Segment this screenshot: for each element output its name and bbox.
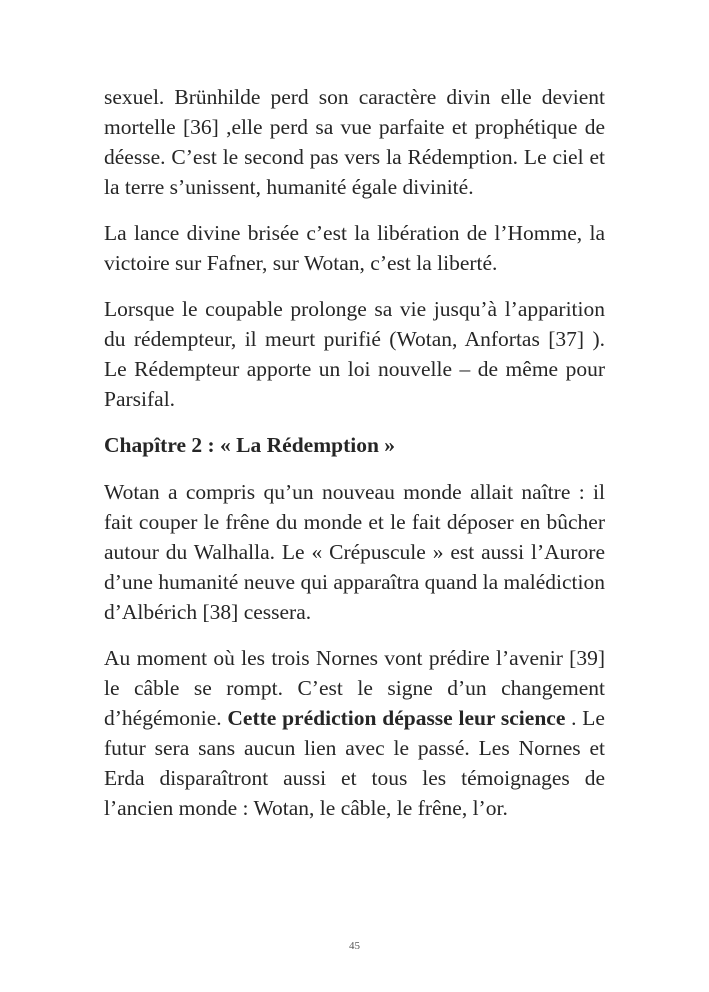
paragraph-nornes-bold: Cette prédiction dépasse leur science bbox=[227, 706, 566, 730]
paragraph-nornes-end: . Le futur sera sans aucun lien avec le passé. Les Nornes et Erda disparaîtront aussi et tous les témoignages de l’ancien monde : Wotan, le câble, le frêne, l’or. bbox=[104, 706, 605, 820]
paragraph-wotan: Wotan a compris qu’un nouveau monde allait naître : il fait couper le frêne du monde et le fait déposer en bûcher autour du Walhalla. Le « Crépuscule » est aussi l’Aurore d’une humanité neuve qui apparaîtra quand la malédiction d’Albérich [38] cessera. bbox=[104, 480, 605, 624]
paragraph-nornes-start: Au moment où les trois Nornes vont prédire l’avenir [39] le câble se rompt. C’est le signe d’un changement d’hégémonie. bbox=[104, 646, 605, 730]
page-number: 45 bbox=[349, 940, 360, 952]
paragraph-nornes bbox=[104, 643, 605, 823]
paragraph-brunhilde: sexuel. Brünhilde perd son caractère divin elle devient mortelle [36] ,elle perd sa vue parfaite et prophétique de déesse. C’est le second pas vers la Rédemption. Le ciel et la terre s’unissent, humanité égale divinité. bbox=[104, 85, 605, 199]
paragraph-lance-divine: La lance divine brisée c’est la libération de l’Homme, la victoire sur Fafner, sur Wotan, c’est la liberté. bbox=[104, 221, 605, 275]
chapter-heading: Chapître 2 : « La Rédemption » bbox=[104, 433, 396, 457]
page-content bbox=[104, 82, 605, 839]
paragraph-coupable: Lorsque le coupable prolonge sa vie jusqu’à l’apparition du rédempteur, il meurt purifié (Wotan, Anfortas [37] ). Le Rédempteur apporte un loi nouvelle – de même pour Parsifal. bbox=[104, 297, 605, 411]
